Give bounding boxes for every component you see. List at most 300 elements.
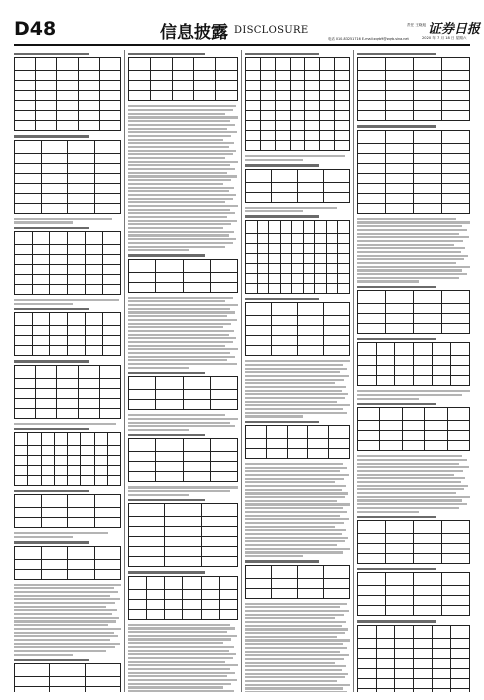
table-cell xyxy=(432,356,451,366)
text-line xyxy=(245,673,348,675)
table-cell xyxy=(246,91,261,101)
text-line xyxy=(245,606,340,608)
text-line xyxy=(14,423,116,425)
table-cell xyxy=(324,326,350,336)
table-cell xyxy=(414,203,442,213)
text-line xyxy=(128,352,230,354)
table-caption xyxy=(357,338,436,340)
text-line xyxy=(357,466,469,468)
table-cell xyxy=(147,599,165,609)
table-cell xyxy=(395,658,414,668)
table-row xyxy=(15,687,121,692)
table-caption xyxy=(245,560,319,562)
text-line xyxy=(128,135,231,137)
table-row xyxy=(15,244,121,254)
table-cell xyxy=(338,253,350,263)
data-table xyxy=(357,342,470,386)
table-cell xyxy=(246,111,261,121)
table-cell xyxy=(103,274,121,284)
text-line xyxy=(245,639,350,641)
data-table xyxy=(128,259,238,293)
table-cell xyxy=(358,678,377,688)
text-line xyxy=(245,610,349,612)
table-cell xyxy=(324,565,350,578)
table-cell xyxy=(320,81,335,91)
text-line xyxy=(128,683,231,685)
table-cell xyxy=(172,58,194,71)
column-3 xyxy=(245,50,350,692)
table-cell xyxy=(210,462,237,472)
table-row xyxy=(246,448,350,458)
table-cell xyxy=(326,273,338,283)
table-cell xyxy=(386,313,414,323)
table-cell xyxy=(165,557,201,567)
table-cell xyxy=(266,425,287,438)
table-cell xyxy=(57,111,78,121)
contact-info: 电话 010-83251716 E-mail:zqrb9@zqrb.sina.net xyxy=(328,37,409,41)
table-cell xyxy=(358,606,386,616)
table-cell xyxy=(219,576,237,589)
text-line xyxy=(14,613,112,615)
table-cell xyxy=(287,425,308,438)
text-line xyxy=(128,363,237,365)
table-cell xyxy=(442,163,470,173)
table-cell xyxy=(36,101,57,111)
text-line xyxy=(128,494,189,496)
table-cell xyxy=(68,569,95,579)
table-cell xyxy=(358,554,386,564)
table-row xyxy=(358,638,470,648)
table-cell xyxy=(50,284,68,294)
text-line xyxy=(128,201,225,203)
table-cell xyxy=(15,476,28,486)
table-row xyxy=(358,323,470,333)
text-line xyxy=(357,499,462,501)
text-line xyxy=(128,330,234,332)
table-cell xyxy=(41,466,54,476)
table-row xyxy=(15,254,121,264)
table-cell xyxy=(78,81,99,91)
table-cell xyxy=(335,81,350,91)
table-cell xyxy=(94,153,121,163)
table-header-row xyxy=(129,377,238,390)
table-cell xyxy=(358,91,386,101)
table-cell xyxy=(50,677,85,687)
data-table xyxy=(357,572,470,616)
column-divider xyxy=(353,50,354,692)
table-cell xyxy=(15,313,33,326)
table-cell xyxy=(15,231,33,244)
table-cell xyxy=(358,173,386,183)
table-cell xyxy=(68,140,95,153)
table-cell xyxy=(85,326,103,336)
table-caption xyxy=(14,53,89,55)
text-line xyxy=(245,515,340,517)
table-cell xyxy=(275,91,290,101)
column-4 xyxy=(357,50,470,692)
table-cell xyxy=(129,599,147,609)
data-table xyxy=(357,130,470,214)
table-cell xyxy=(246,243,258,253)
table-cell xyxy=(358,323,386,333)
table-cell xyxy=(129,589,147,599)
text-line xyxy=(245,371,340,373)
table-cell xyxy=(324,192,350,202)
table-cell xyxy=(150,91,172,101)
table-caption xyxy=(245,215,319,217)
table-cell xyxy=(324,316,350,326)
table-cell xyxy=(358,203,386,213)
table-cell xyxy=(68,508,95,518)
table-row xyxy=(15,111,121,121)
table-cell xyxy=(305,58,320,71)
table-cell xyxy=(447,421,469,431)
table-cell xyxy=(425,408,447,421)
table-row xyxy=(246,346,350,356)
table-cell xyxy=(414,153,442,163)
text-line xyxy=(128,246,225,248)
table-header-row xyxy=(246,220,350,233)
table-row xyxy=(15,456,121,466)
table-row xyxy=(129,557,238,567)
table-cell xyxy=(246,192,272,202)
text-line xyxy=(128,131,237,133)
table-cell xyxy=(386,193,414,203)
table-cell xyxy=(183,390,210,400)
table-cell xyxy=(172,91,194,101)
table-cell xyxy=(201,599,219,609)
table-cell xyxy=(451,678,470,688)
table-cell xyxy=(103,254,121,264)
text-line xyxy=(245,669,342,671)
table-row xyxy=(129,609,238,619)
text-line xyxy=(128,425,235,427)
table-cell xyxy=(32,264,50,274)
table-cell xyxy=(147,609,165,619)
table-cell xyxy=(99,408,120,418)
text-line xyxy=(128,414,225,416)
text-line xyxy=(245,368,347,370)
article-text xyxy=(14,423,121,425)
table-cell xyxy=(99,388,120,398)
table-cell xyxy=(28,446,41,456)
table-cell xyxy=(269,263,281,273)
table-cell xyxy=(54,466,67,476)
table-cell xyxy=(15,101,36,111)
text-line xyxy=(128,341,233,343)
table-cell xyxy=(451,625,470,638)
table-cell xyxy=(246,71,261,81)
table-row xyxy=(358,658,470,668)
data-table xyxy=(128,576,238,620)
text-line xyxy=(357,247,465,249)
table-cell xyxy=(41,569,68,579)
table-cell xyxy=(147,589,165,599)
table-cell xyxy=(358,153,386,163)
table-row xyxy=(129,462,238,472)
text-line xyxy=(128,124,235,126)
table-cell xyxy=(94,546,121,559)
table-cell xyxy=(150,58,172,71)
table-cell xyxy=(292,283,304,293)
table-row xyxy=(15,163,121,173)
table-row xyxy=(358,431,470,441)
table-cell xyxy=(386,183,414,193)
table-row xyxy=(15,71,121,81)
data-table xyxy=(357,520,470,564)
table-header-row xyxy=(358,408,470,421)
section-title: 信息披露 xyxy=(160,23,228,43)
text-line xyxy=(128,664,238,666)
article-text xyxy=(245,207,350,213)
table-row xyxy=(358,586,470,596)
table-cell xyxy=(94,433,107,446)
table-cell xyxy=(165,589,183,599)
table-cell xyxy=(324,346,350,356)
table-cell xyxy=(260,101,275,111)
text-line xyxy=(357,511,419,513)
table-cell xyxy=(324,303,350,316)
table-cell xyxy=(201,547,237,557)
table-row xyxy=(358,606,470,616)
table-cell xyxy=(432,658,451,668)
table-cell xyxy=(216,58,238,71)
text-line xyxy=(245,404,350,406)
text-line xyxy=(357,459,467,461)
table-caption xyxy=(128,499,205,501)
table-cell xyxy=(395,688,414,692)
text-line xyxy=(128,209,230,211)
table-cell xyxy=(246,303,272,316)
table-cell xyxy=(298,336,324,346)
table-cell xyxy=(246,336,272,346)
text-line xyxy=(128,172,227,174)
text-line xyxy=(245,481,335,483)
table-cell xyxy=(57,365,78,378)
table-cell xyxy=(201,517,237,527)
table-cell xyxy=(210,282,237,292)
table-header-row xyxy=(246,169,350,182)
text-line xyxy=(128,109,233,111)
text-line xyxy=(128,418,238,420)
table-row xyxy=(15,336,121,346)
table-cell xyxy=(272,303,298,316)
text-line xyxy=(357,218,456,220)
table-cell xyxy=(32,326,50,336)
table-cell xyxy=(156,452,183,462)
table-cell xyxy=(326,283,338,293)
table-cell xyxy=(94,559,121,569)
table-cell xyxy=(129,547,165,557)
text-line xyxy=(14,598,120,600)
table-cell xyxy=(103,244,121,254)
table-cell xyxy=(414,596,442,606)
table-cell xyxy=(15,495,42,508)
table-row xyxy=(129,272,238,282)
table-cell xyxy=(292,220,304,233)
text-line xyxy=(14,299,119,301)
table-row xyxy=(358,111,470,121)
table-cell xyxy=(414,534,442,544)
table-header-row xyxy=(246,425,350,438)
table-cell xyxy=(57,91,78,101)
table-cell xyxy=(67,264,85,274)
text-line xyxy=(128,686,223,688)
table-cell xyxy=(129,91,151,101)
text-line xyxy=(245,651,340,653)
table-cell xyxy=(99,111,120,121)
table-cell xyxy=(246,425,267,438)
table-cell xyxy=(275,101,290,111)
table-row xyxy=(15,153,121,163)
article-text xyxy=(128,624,238,692)
table-cell xyxy=(54,456,67,466)
text-line xyxy=(14,628,121,630)
table-cell xyxy=(414,183,442,193)
text-line xyxy=(357,492,456,494)
table-cell xyxy=(315,273,327,283)
table-cell xyxy=(324,169,350,182)
text-line xyxy=(128,334,229,336)
table-row xyxy=(246,438,350,448)
text-line xyxy=(128,315,227,317)
table-cell xyxy=(156,282,183,292)
table-cell xyxy=(414,91,442,101)
table-cell xyxy=(358,668,377,678)
table-cell xyxy=(67,313,85,326)
table-cell xyxy=(15,140,42,153)
table-cell xyxy=(246,578,272,588)
table-cell xyxy=(414,290,442,303)
table-cell xyxy=(32,244,50,254)
text-line xyxy=(245,680,337,682)
text-line xyxy=(128,672,235,674)
table-cell xyxy=(41,446,54,456)
table-row xyxy=(246,578,350,588)
header-rule xyxy=(14,44,470,46)
table-row xyxy=(246,131,350,141)
article-text xyxy=(357,455,470,512)
table-cell xyxy=(414,101,442,111)
table-cell xyxy=(402,441,424,451)
table-row xyxy=(15,346,121,356)
table-cell xyxy=(442,596,470,606)
table-row xyxy=(15,398,121,408)
table-header-row xyxy=(129,259,238,272)
table-cell xyxy=(183,589,201,599)
text-line xyxy=(357,477,465,479)
table-cell xyxy=(32,336,50,346)
table-cell xyxy=(272,578,298,588)
table-cell xyxy=(414,111,442,121)
table-cell xyxy=(67,274,85,284)
text-line xyxy=(128,164,230,166)
table-cell xyxy=(414,193,442,203)
table-cell xyxy=(324,588,350,598)
text-line xyxy=(357,266,470,268)
text-line xyxy=(128,227,223,229)
text-line xyxy=(245,489,342,491)
table-cell xyxy=(246,326,272,336)
table-cell xyxy=(183,272,210,282)
article-text xyxy=(357,390,470,399)
table-cell xyxy=(272,316,298,326)
table-cell xyxy=(94,495,121,508)
table-cell xyxy=(50,231,68,244)
table-cell xyxy=(165,504,201,517)
table-cell xyxy=(41,546,68,559)
table-cell xyxy=(386,586,414,596)
table-cell xyxy=(32,346,50,356)
table-cell xyxy=(67,244,85,254)
text-line xyxy=(245,533,342,535)
table-cell xyxy=(156,272,183,282)
table-cell xyxy=(413,658,432,668)
table-row xyxy=(15,569,121,579)
text-line xyxy=(128,337,236,339)
table-cell xyxy=(15,163,42,173)
text-line xyxy=(14,536,73,538)
table-cell xyxy=(15,378,36,388)
table-cell xyxy=(269,273,281,283)
table-cell xyxy=(315,253,327,263)
table-cell xyxy=(15,664,50,677)
table-cell xyxy=(129,400,156,410)
table-cell xyxy=(129,527,165,537)
table-cell xyxy=(386,596,414,606)
table-cell xyxy=(315,263,327,273)
data-table xyxy=(14,312,121,356)
table-cell xyxy=(246,438,267,448)
table-cell xyxy=(194,58,216,71)
table-cell xyxy=(41,140,68,153)
table-cell xyxy=(15,546,42,559)
table-cell xyxy=(413,678,432,688)
text-line xyxy=(245,632,345,634)
text-line xyxy=(128,238,236,240)
table-cell xyxy=(298,303,324,316)
text-line xyxy=(128,653,236,655)
table-caption xyxy=(128,571,205,573)
table-cell xyxy=(103,284,121,294)
table-cell xyxy=(386,143,414,153)
table-cell xyxy=(395,638,414,648)
table-cell xyxy=(85,244,103,254)
table-cell xyxy=(15,284,33,294)
table-cell xyxy=(442,193,470,203)
text-line xyxy=(128,216,227,218)
text-line xyxy=(245,467,347,469)
text-line xyxy=(357,488,464,490)
table-caption xyxy=(245,53,319,55)
text-line xyxy=(128,304,238,306)
data-table xyxy=(357,625,470,692)
table-cell xyxy=(395,366,414,376)
data-table xyxy=(128,57,238,101)
text-line xyxy=(14,635,118,637)
table-cell xyxy=(380,408,402,421)
table-cell xyxy=(216,91,238,101)
text-line xyxy=(245,386,346,388)
data-table xyxy=(128,376,238,410)
text-line xyxy=(245,375,349,377)
table-cell xyxy=(246,81,261,91)
table-cell xyxy=(183,452,210,462)
column-1 xyxy=(14,50,121,692)
table-cell xyxy=(335,141,350,151)
table-cell xyxy=(103,346,121,356)
text-line xyxy=(128,690,234,692)
